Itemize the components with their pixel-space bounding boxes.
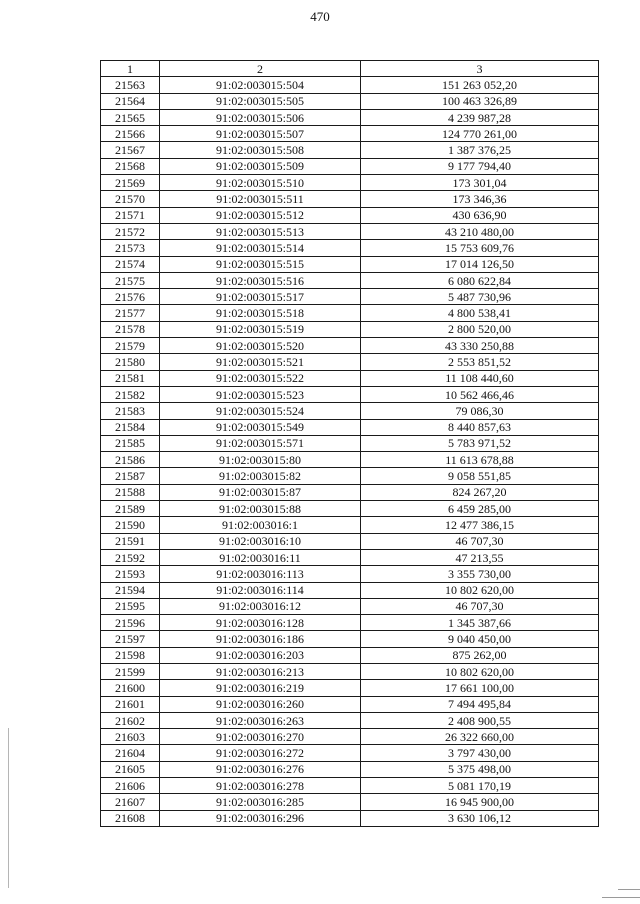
table-row bbox=[101, 354, 599, 370]
cadastral-value: 2 800 520,00 bbox=[361, 321, 599, 337]
cadastral-value: 43 330 250,88 bbox=[361, 338, 599, 354]
cadastral-value: 8 440 857,63 bbox=[361, 419, 599, 435]
cadastral-number: 91:02:003015:88 bbox=[160, 501, 361, 517]
row-number: 21590 bbox=[101, 517, 160, 533]
cadastral-value: 6 080 622,84 bbox=[361, 272, 599, 288]
table-row bbox=[101, 778, 599, 794]
column-header-3: 3 bbox=[361, 61, 599, 77]
table-row bbox=[101, 240, 599, 256]
cadastral-value: 47 213,55 bbox=[361, 549, 599, 565]
row-number: 21582 bbox=[101, 386, 160, 402]
cadastral-number: 91:02:003015:513 bbox=[160, 223, 361, 239]
cadastral-value: 26 322 660,00 bbox=[361, 729, 599, 745]
row-number: 21572 bbox=[101, 223, 160, 239]
table-row bbox=[101, 598, 599, 614]
cadastral-number: 91:02:003016:285 bbox=[160, 794, 361, 810]
cadastral-value: 9 177 794,40 bbox=[361, 158, 599, 174]
cadastral-number: 91:02:003015:507 bbox=[160, 126, 361, 142]
cadastral-number: 91:02:003015:518 bbox=[160, 305, 361, 321]
cadastral-number: 91:02:003015:519 bbox=[160, 321, 361, 337]
cadastral-number: 91:02:003015:511 bbox=[160, 191, 361, 207]
row-number: 21568 bbox=[101, 158, 160, 174]
table-row bbox=[101, 77, 599, 93]
table-row bbox=[101, 794, 599, 810]
row-number: 21573 bbox=[101, 240, 160, 256]
cadastral-value: 5 375 498,00 bbox=[361, 761, 599, 777]
row-number: 21585 bbox=[101, 435, 160, 451]
scan-corner-marks bbox=[600, 884, 640, 900]
cadastral-value-table bbox=[100, 60, 599, 827]
table-row bbox=[101, 289, 599, 305]
cadastral-number: 91:02:003015:571 bbox=[160, 435, 361, 451]
cadastral-value: 124 770 261,00 bbox=[361, 126, 599, 142]
cadastral-number: 91:02:003016:219 bbox=[160, 680, 361, 696]
cadastral-value: 5 783 971,52 bbox=[361, 435, 599, 451]
column-header-2: 2 bbox=[160, 61, 361, 77]
cadastral-number: 91:02:003016:272 bbox=[160, 745, 361, 761]
cadastral-number: 91:02:003016:260 bbox=[160, 696, 361, 712]
scan-margin-line bbox=[8, 728, 9, 888]
cadastral-value: 173 346,36 bbox=[361, 191, 599, 207]
table-row bbox=[101, 566, 599, 582]
cadastral-number: 91:02:003015:87 bbox=[160, 484, 361, 500]
table-row bbox=[101, 745, 599, 761]
row-number: 21571 bbox=[101, 207, 160, 223]
table-row bbox=[101, 272, 599, 288]
cadastral-value: 4 239 987,28 bbox=[361, 109, 599, 125]
table-row bbox=[101, 729, 599, 745]
row-number: 21569 bbox=[101, 175, 160, 191]
row-number: 21596 bbox=[101, 615, 160, 631]
cadastral-number: 91:02:003016:186 bbox=[160, 631, 361, 647]
cadastral-number: 91:02:003015:509 bbox=[160, 158, 361, 174]
table-row bbox=[101, 452, 599, 468]
row-number: 21566 bbox=[101, 126, 160, 142]
row-number: 21583 bbox=[101, 403, 160, 419]
table-row bbox=[101, 142, 599, 158]
cadastral-value: 100 463 326,89 bbox=[361, 93, 599, 109]
row-number: 21579 bbox=[101, 338, 160, 354]
cadastral-value: 10 802 620,00 bbox=[361, 582, 599, 598]
cadastral-number: 91:02:003016:263 bbox=[160, 712, 361, 728]
table-row bbox=[101, 549, 599, 565]
cadastral-value: 9 058 551,85 bbox=[361, 468, 599, 484]
row-number: 21591 bbox=[101, 533, 160, 549]
cadastral-value: 5 487 730,96 bbox=[361, 289, 599, 305]
row-number: 21576 bbox=[101, 289, 160, 305]
cadastral-number: 91:02:003016:11 bbox=[160, 549, 361, 565]
cadastral-number: 91:02:003015:524 bbox=[160, 403, 361, 419]
row-number: 21563 bbox=[101, 77, 160, 93]
cadastral-number: 91:02:003016:10 bbox=[160, 533, 361, 549]
cadastral-number: 91:02:003015:522 bbox=[160, 370, 361, 386]
table-row bbox=[101, 435, 599, 451]
row-number: 21601 bbox=[101, 696, 160, 712]
row-number: 21604 bbox=[101, 745, 160, 761]
table-row bbox=[101, 126, 599, 142]
cadastral-number: 91:02:003016:113 bbox=[160, 566, 361, 582]
cadastral-value: 430 636,90 bbox=[361, 207, 599, 223]
row-number: 21607 bbox=[101, 794, 160, 810]
table-row bbox=[101, 696, 599, 712]
table-body bbox=[101, 77, 599, 827]
table-header-row bbox=[101, 61, 599, 77]
cadastral-number: 91:02:003015:549 bbox=[160, 419, 361, 435]
cadastral-number: 91:02:003016:203 bbox=[160, 647, 361, 663]
row-number: 21597 bbox=[101, 631, 160, 647]
cadastral-number: 91:02:003015:520 bbox=[160, 338, 361, 354]
row-number: 21598 bbox=[101, 647, 160, 663]
cadastral-value: 875 262,00 bbox=[361, 647, 599, 663]
row-number: 21588 bbox=[101, 484, 160, 500]
row-number: 21581 bbox=[101, 370, 160, 386]
row-number: 21570 bbox=[101, 191, 160, 207]
table-row bbox=[101, 501, 599, 517]
cadastral-number: 91:02:003015:523 bbox=[160, 386, 361, 402]
cadastral-value: 151 263 052,20 bbox=[361, 77, 599, 93]
cadastral-value: 10 562 466,46 bbox=[361, 386, 599, 402]
cadastral-value: 11 613 678,88 bbox=[361, 452, 599, 468]
row-number: 21580 bbox=[101, 354, 160, 370]
table-row bbox=[101, 175, 599, 191]
cadastral-value: 46 707,30 bbox=[361, 598, 599, 614]
table-row bbox=[101, 93, 599, 109]
cadastral-number: 91:02:003016:12 bbox=[160, 598, 361, 614]
row-number: 21589 bbox=[101, 501, 160, 517]
cadastral-value: 11 108 440,60 bbox=[361, 370, 599, 386]
cadastral-number: 91:02:003015:80 bbox=[160, 452, 361, 468]
cadastral-number: 91:02:003015:514 bbox=[160, 240, 361, 256]
table-row bbox=[101, 680, 599, 696]
cadastral-number: 91:02:003016:213 bbox=[160, 663, 361, 679]
row-number: 21567 bbox=[101, 142, 160, 158]
table-row bbox=[101, 631, 599, 647]
row-number: 21592 bbox=[101, 549, 160, 565]
cadastral-value: 1 387 376,25 bbox=[361, 142, 599, 158]
cadastral-number: 91:02:003015:510 bbox=[160, 175, 361, 191]
row-number: 21577 bbox=[101, 305, 160, 321]
cadastral-number: 91:02:003016:296 bbox=[160, 810, 361, 826]
cadastral-value: 2 553 851,52 bbox=[361, 354, 599, 370]
row-number: 21594 bbox=[101, 582, 160, 598]
table-row bbox=[101, 647, 599, 663]
column-header-1: 1 bbox=[101, 61, 160, 77]
cadastral-number: 91:02:003015:508 bbox=[160, 142, 361, 158]
row-number: 21599 bbox=[101, 663, 160, 679]
cadastral-value: 10 802 620,00 bbox=[361, 663, 599, 679]
row-number: 21587 bbox=[101, 468, 160, 484]
cadastral-value: 12 477 386,15 bbox=[361, 517, 599, 533]
table-row bbox=[101, 533, 599, 549]
table-row bbox=[101, 419, 599, 435]
cadastral-number: 91:02:003016:278 bbox=[160, 778, 361, 794]
cadastral-value: 16 945 900,00 bbox=[361, 794, 599, 810]
table-row bbox=[101, 321, 599, 337]
cadastral-value: 2 408 900,55 bbox=[361, 712, 599, 728]
row-number: 21584 bbox=[101, 419, 160, 435]
table-row bbox=[101, 712, 599, 728]
table-row bbox=[101, 207, 599, 223]
cadastral-value: 17 661 100,00 bbox=[361, 680, 599, 696]
cadastral-number: 91:02:003015:82 bbox=[160, 468, 361, 484]
row-number: 21578 bbox=[101, 321, 160, 337]
cadastral-value: 4 800 538,41 bbox=[361, 305, 599, 321]
row-number: 21593 bbox=[101, 566, 160, 582]
table-row bbox=[101, 761, 599, 777]
cadastral-value: 173 301,04 bbox=[361, 175, 599, 191]
row-number: 21602 bbox=[101, 712, 160, 728]
cadastral-number: 91:02:003015:517 bbox=[160, 289, 361, 305]
table-row bbox=[101, 158, 599, 174]
row-number: 21606 bbox=[101, 778, 160, 794]
row-number: 21605 bbox=[101, 761, 160, 777]
cadastral-value: 824 267,20 bbox=[361, 484, 599, 500]
cadastral-number: 91:02:003016:114 bbox=[160, 582, 361, 598]
cadastral-number: 91:02:003015:515 bbox=[160, 256, 361, 272]
row-number: 21608 bbox=[101, 810, 160, 826]
row-number: 21600 bbox=[101, 680, 160, 696]
table-row bbox=[101, 191, 599, 207]
cadastral-value: 15 753 609,76 bbox=[361, 240, 599, 256]
cadastral-value: 7 494 495,84 bbox=[361, 696, 599, 712]
table-row bbox=[101, 256, 599, 272]
cadastral-number: 91:02:003016:276 bbox=[160, 761, 361, 777]
page-number: 470 bbox=[310, 9, 330, 24]
cadastral-value: 3 797 430,00 bbox=[361, 745, 599, 761]
cadastral-number: 91:02:003015:516 bbox=[160, 272, 361, 288]
cadastral-value: 79 086,30 bbox=[361, 403, 599, 419]
cadastral-number: 91:02:003016:128 bbox=[160, 615, 361, 631]
cadastral-value: 3 355 730,00 bbox=[361, 566, 599, 582]
row-number: 21565 bbox=[101, 109, 160, 125]
table-row bbox=[101, 663, 599, 679]
row-number: 21574 bbox=[101, 256, 160, 272]
table-row bbox=[101, 517, 599, 533]
table-row bbox=[101, 305, 599, 321]
table-row bbox=[101, 386, 599, 402]
table-row bbox=[101, 338, 599, 354]
row-number: 21595 bbox=[101, 598, 160, 614]
table-row bbox=[101, 582, 599, 598]
table-row bbox=[101, 109, 599, 125]
table-row bbox=[101, 223, 599, 239]
cadastral-number: 91:02:003015:512 bbox=[160, 207, 361, 223]
cadastral-number: 91:02:003015:506 bbox=[160, 109, 361, 125]
row-number: 21564 bbox=[101, 93, 160, 109]
table-row bbox=[101, 484, 599, 500]
table-row bbox=[101, 810, 599, 826]
cadastral-value: 5 081 170,19 bbox=[361, 778, 599, 794]
row-number: 21575 bbox=[101, 272, 160, 288]
cadastral-value: 43 210 480,00 bbox=[361, 223, 599, 239]
row-number: 21586 bbox=[101, 452, 160, 468]
cadastral-value: 3 630 106,12 bbox=[361, 810, 599, 826]
cadastral-number: 91:02:003016:270 bbox=[160, 729, 361, 745]
cadastral-number: 91:02:003015:505 bbox=[160, 93, 361, 109]
cadastral-value: 1 345 387,66 bbox=[361, 615, 599, 631]
cadastral-value: 9 040 450,00 bbox=[361, 631, 599, 647]
row-number: 21603 bbox=[101, 729, 160, 745]
table-row bbox=[101, 370, 599, 386]
table-row bbox=[101, 615, 599, 631]
cadastral-value: 17 014 126,50 bbox=[361, 256, 599, 272]
cadastral-value: 46 707,30 bbox=[361, 533, 599, 549]
cadastral-number: 91:02:003016:1 bbox=[160, 517, 361, 533]
cadastral-number: 91:02:003015:504 bbox=[160, 77, 361, 93]
table-row bbox=[101, 468, 599, 484]
cadastral-value: 6 459 285,00 bbox=[361, 501, 599, 517]
cadastral-number: 91:02:003015:521 bbox=[160, 354, 361, 370]
table-row bbox=[101, 403, 599, 419]
